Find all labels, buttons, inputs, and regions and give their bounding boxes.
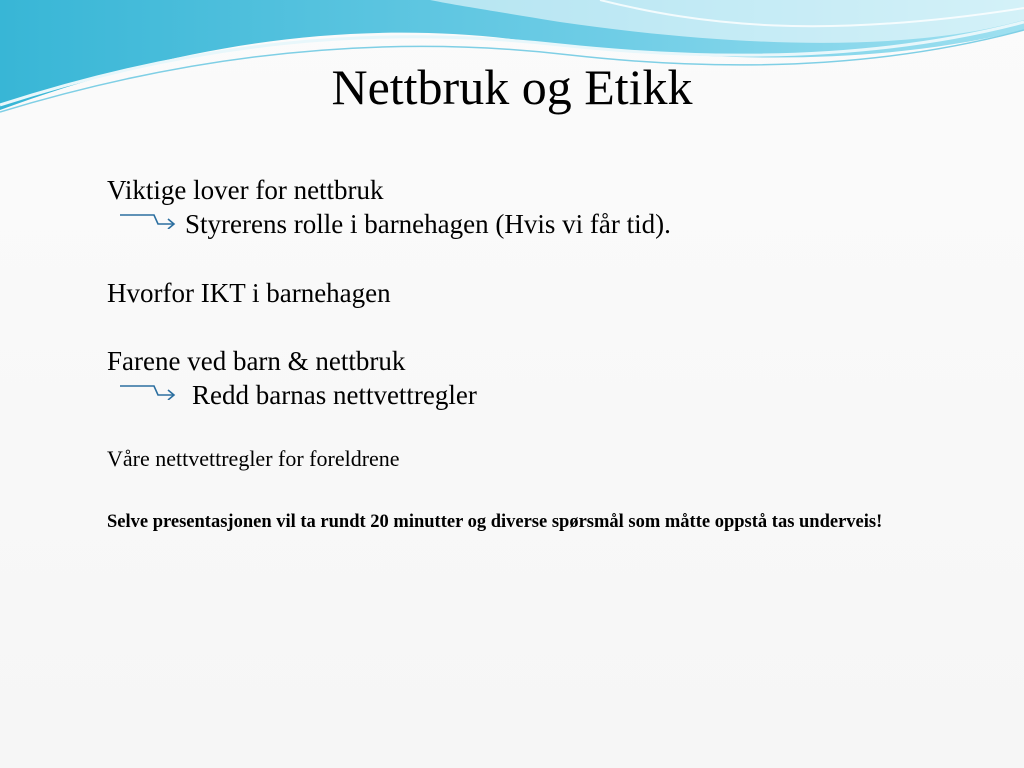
slide-title: Nettbruk og Etikk <box>331 59 693 115</box>
note-presentation-duration: Selve presentasjonen vil ta rundt 20 minutter og diverse spørsmål som måtte oppstå tas underveis! <box>107 512 883 532</box>
sub-bullet-styrerens-rolle: Styrerens rolle i barnehagen (Hvis vi får tid). <box>185 209 671 239</box>
arrow-right-icon <box>118 382 178 400</box>
bullet-vare-nettvettregler: Våre nettvettregler for foreldrene <box>107 446 400 471</box>
bullet-viktige-lover: Viktige lover for nettbruk <box>107 175 384 205</box>
sub-bullet-redd-barna: Redd barnas nettvettregler <box>192 380 477 410</box>
bullet-hvorfor-ikt: Hvorfor IKT i barnehagen <box>107 278 391 308</box>
arrow-right-icon <box>118 211 178 229</box>
bullet-farene: Farene ved barn & nettbruk <box>107 346 406 376</box>
